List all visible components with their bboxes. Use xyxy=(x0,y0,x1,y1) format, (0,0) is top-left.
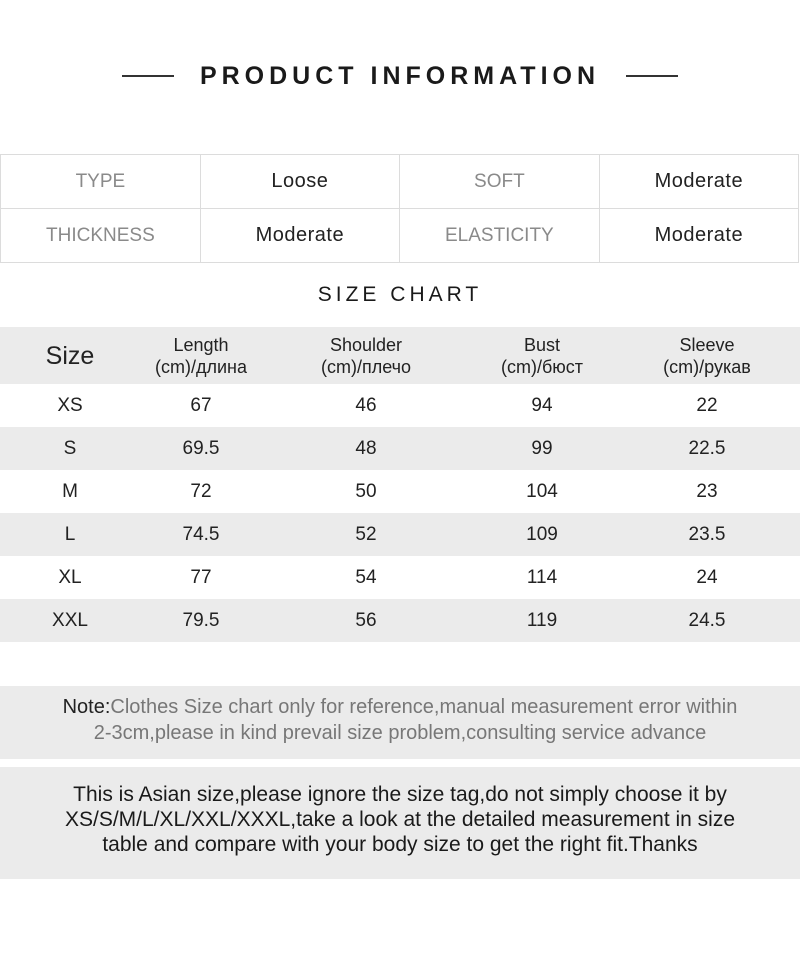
size-cell: S xyxy=(63,437,77,459)
sleeve-cell: 23.5 xyxy=(688,523,726,545)
note-text-1: Clothes Size chart only for reference,manual measurement error within xyxy=(110,696,738,718)
header-size: Size xyxy=(45,341,95,370)
length-cell: 69.5 xyxy=(182,437,220,459)
shoulder-cell: 52 xyxy=(355,523,377,545)
bust-cell: 119 xyxy=(526,609,558,631)
bust-cell: 104 xyxy=(526,480,558,502)
info-key-thickness: THICKNESS xyxy=(1,209,201,263)
size-cell: M xyxy=(62,480,78,502)
header-shoulder xyxy=(262,334,470,378)
shoulder-cell: 48 xyxy=(355,437,377,459)
size-row-s xyxy=(0,427,800,470)
size-row-xl xyxy=(0,556,800,599)
bust-cell: 94 xyxy=(531,394,553,416)
sleeve-cell: 24.5 xyxy=(688,609,726,631)
info-row xyxy=(1,155,799,209)
size-chart-table xyxy=(0,327,800,642)
header-bust-label: Bust xyxy=(523,334,561,355)
shoulder-cell: 46 xyxy=(355,394,377,416)
length-cell: 77 xyxy=(190,566,212,588)
header-length xyxy=(140,334,262,378)
size-row-xs xyxy=(0,384,800,427)
info-key-type: TYPE xyxy=(1,155,201,209)
product-info-table xyxy=(0,154,799,263)
header-sleeve xyxy=(614,334,800,378)
note-label: Note: xyxy=(62,696,111,718)
info-value-type: Loose xyxy=(200,155,399,209)
title-left-divider xyxy=(122,75,174,77)
bust-cell: 99 xyxy=(531,437,553,459)
header-sleeve-label: Sleeve xyxy=(679,334,735,355)
size-row-l xyxy=(0,513,800,556)
notice-line-1: This is Asian size,please ignore the size tag,do not simply choose it by xyxy=(73,783,727,806)
header-bust xyxy=(470,334,614,378)
header-length-label: Length xyxy=(173,334,229,355)
shoulder-cell: 56 xyxy=(355,609,377,631)
info-value-soft: Moderate xyxy=(599,155,798,209)
shoulder-cell: 50 xyxy=(355,480,377,502)
sleeve-cell: 22.5 xyxy=(688,437,726,459)
sleeve-cell: 24 xyxy=(696,566,718,588)
sleeve-cell: 22 xyxy=(696,394,718,416)
size-cell: XL xyxy=(58,566,82,588)
note-line-1 xyxy=(0,694,800,720)
product-information-header xyxy=(0,54,800,98)
info-value-elasticity: Moderate xyxy=(599,209,798,263)
info-value-thickness: Moderate xyxy=(200,209,399,263)
size-chart-header-row xyxy=(0,327,800,384)
length-cell: 79.5 xyxy=(182,609,220,631)
notice-line-3: table and compare with your body size to get the right fit.Thanks xyxy=(102,833,698,856)
size-cell: XS xyxy=(57,394,83,416)
info-key-soft: SOFT xyxy=(399,155,599,209)
notice-line-2: XS/S/M/L/XL/XXL/XXXL,take a look at the detailed measurement in size xyxy=(64,808,736,831)
bust-cell: 114 xyxy=(526,566,558,588)
asian-size-notice xyxy=(0,767,800,879)
sleeve-cell: 23 xyxy=(696,480,718,502)
length-cell: 67 xyxy=(190,394,212,416)
title-right-divider xyxy=(626,75,678,77)
size-row-m xyxy=(0,470,800,513)
header-shoulder-label: Shoulder xyxy=(329,334,403,355)
header-sleeve-unit: (cm)/рукав xyxy=(663,356,751,377)
length-cell: 72 xyxy=(190,480,212,502)
measurement-note xyxy=(0,686,800,759)
info-row xyxy=(1,209,799,263)
info-key-elasticity: ELASTICITY xyxy=(399,209,599,263)
size-chart-title: SIZE CHART xyxy=(317,283,483,306)
size-row-xxl xyxy=(0,599,800,642)
header-shoulder-unit: (cm)/плечо xyxy=(320,356,412,377)
size-cell: XXL xyxy=(52,609,88,631)
size-cell: L xyxy=(64,523,76,545)
bust-cell: 109 xyxy=(526,523,558,545)
length-cell: 74.5 xyxy=(182,523,220,545)
note-line-2: 2-3cm,please in kind prevail size problem,consulting service advance xyxy=(93,722,707,744)
header-bust-unit: (cm)/бюст xyxy=(500,356,584,377)
page-title: PRODUCT INFORMATION xyxy=(199,61,601,90)
header-length-unit: (cm)/длина xyxy=(155,356,247,377)
shoulder-cell: 54 xyxy=(355,566,377,588)
